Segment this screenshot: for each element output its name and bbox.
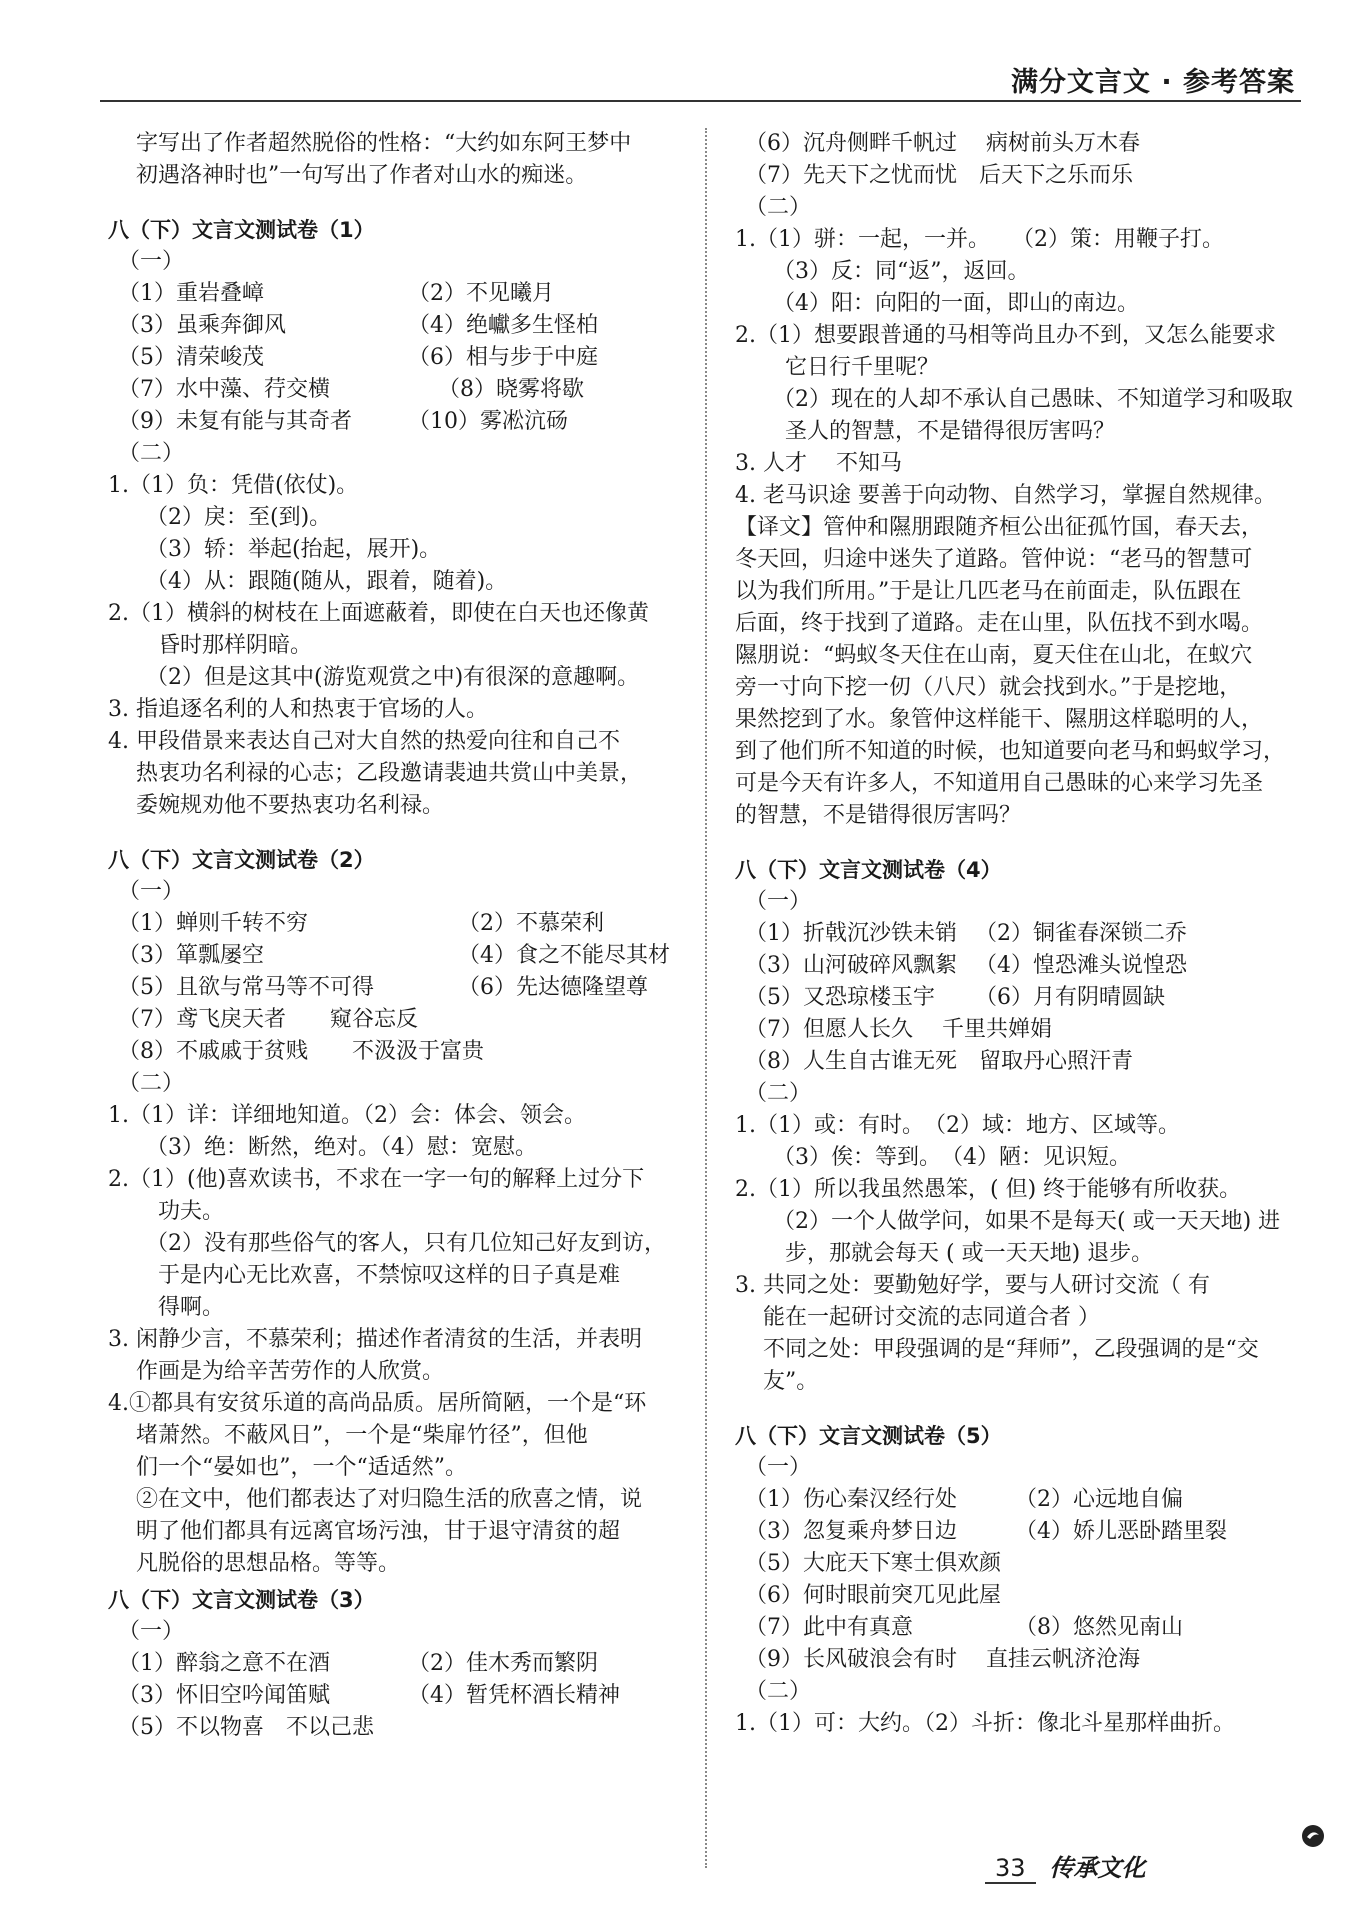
answer-line: （9）长风破浪会有时 直挂云帆济沧海 <box>745 1647 1140 1672</box>
answer-line: （4）阳：向阳的一面，即山的南边。 <box>773 291 1139 316</box>
answer-line: （6）沉舟侧畔千帆过 病树前头万木春 <box>745 131 1140 156</box>
answer-item: （2）心远地自偏 <box>1015 1487 1183 1512</box>
answer-line: （8）人生自古谁无死 留取丹心照汗青 <box>745 1049 1133 1074</box>
answer-line: （3）绝：断然，绝对。（4）慰：宽慰。 <box>146 1135 537 1160</box>
part-label: （一） <box>118 879 185 904</box>
answer-pair <box>108 972 678 1004</box>
answer-item: （6）月有阴晴圆缺 <box>975 985 1165 1010</box>
left-column <box>108 128 678 1744</box>
answer-line: （4）从：跟随(随从，跟着，随着)。 <box>146 569 508 594</box>
answer-pair <box>735 918 1300 950</box>
answer-line: （3）俟：等到。 （4）陋：见识短。 <box>773 1145 1131 1170</box>
answer-item: （1）伤心秦汉经行处 <box>745 1487 957 1512</box>
answer-item: （10）雾凇沆砀 <box>408 409 568 434</box>
answer-pair <box>108 342 678 374</box>
answer-line: 1.（1）可：大约。（2）斗折：像北斗星那样曲折。 <box>735 1711 1235 1736</box>
answer-pair <box>108 1680 678 1712</box>
translation-line: 旁一寸向下挖一仞（八尺）就会找到水。”于是挖地， <box>735 675 1242 700</box>
answer-line: （7）鸢飞戾天者 窥谷忘反 <box>118 1007 418 1032</box>
answer-item: （7）水中藻、荇交横 <box>118 377 330 402</box>
answer-item: （1）折戟沉沙铁未销 <box>745 921 957 946</box>
answer-line: （2）没有那些俗气的客人，只有几位知己好友到访， <box>146 1231 666 1256</box>
brand-name: 传承文化 <box>1049 1853 1146 1882</box>
page-number: 33 <box>985 1854 1036 1884</box>
answer-item: （3）虽乘奔御风 <box>118 313 286 338</box>
answer-line: 堵萧然。不蔽风日”，一个是“柴扉竹径”，但他 <box>136 1423 588 1448</box>
answer-item: （1）醉翁之意不在酒 <box>118 1651 330 1676</box>
answer-line: 步，那就会每天 ( 或一天天地) 退步。 <box>785 1241 1154 1266</box>
section-title-test-4: 八（下）文言文测试卷（4） <box>735 858 1002 882</box>
answer-line: （3）反：同“返”，返回。 <box>773 259 1030 284</box>
answer-line: 它日行千里呢？ <box>785 355 940 380</box>
page-footer <box>985 1848 1146 1884</box>
translation-line: 【译文】管仲和隰朋跟随齐桓公出征孤竹国，春天去， <box>735 515 1264 540</box>
answer-line: 4. 甲段借景来表达自己对大自然的热爱向往和自己不 <box>108 729 620 754</box>
answer-line: 1.（1）骈：一起，一并。 （2）策：用鞭子打。 <box>735 227 1224 252</box>
page-header-title: 满分文言文 · 参考答案 <box>1010 67 1295 98</box>
answer-line: 圣人的智慧，不是错得很厉害吗？ <box>785 419 1116 444</box>
answer-line: （2）但是这其中(游览观赏之中)有很深的意趣啊。 <box>146 665 640 690</box>
part-label: （二） <box>118 1071 185 1096</box>
answer-line: 3. 闲静少言，不慕荣利；描述作者清贫的生活，并表明 <box>108 1327 642 1352</box>
answer-line: 得啊。 <box>158 1295 225 1320</box>
answer-pair <box>735 982 1300 1014</box>
answer-item: （8）晓雾将歇 <box>438 377 584 402</box>
answer-item: （3）箪瓢屡空 <box>118 943 264 968</box>
answer-line: 能在一起研讨交流的志同道合者 ） <box>763 1305 1100 1330</box>
answer-line: 明了他们都具有远离官场污浊，甘于退守清贫的超 <box>136 1519 621 1544</box>
answer-line: 友”。 <box>763 1369 819 1394</box>
answer-pair <box>108 940 678 972</box>
answer-item: （2）不慕荣利 <box>458 911 604 936</box>
answer-line: 2.（1）想要跟普通的马相等尚且办不到，又怎么能要求 <box>735 323 1276 348</box>
answer-line: 功夫。 <box>158 1199 225 1224</box>
answer-item: （9）未复有能与其奇者 <box>118 409 352 434</box>
answer-item: （2）铜雀春深锁二乔 <box>975 921 1187 946</box>
answer-line: （3）轿：举起(抬起，展开)。 <box>146 537 442 562</box>
answer-pair <box>108 1648 678 1680</box>
answer-item: （8）悠然见南山 <box>1015 1615 1183 1640</box>
translation-line: 果然挖到了水。象管仲这样能干、隰朋这样聪明的人， <box>735 707 1264 732</box>
translation-line: 后面，终于找到了道路。走在山里，队伍找不到水喝。 <box>735 611 1264 636</box>
answer-line: （5）不以物喜 不以己悲 <box>118 1715 374 1740</box>
answer-item: （2）不见曦月 <box>408 281 554 306</box>
part-label: （二） <box>745 195 812 220</box>
answer-item: （1）蝉则千转不穷 <box>118 911 308 936</box>
answer-line: 2.（1）所以我虽然愚笨，( 但) 终于能够有所收获。 <box>735 1177 1242 1202</box>
answer-item: （6）先达德隆望尊 <box>458 975 648 1000</box>
intro-line: 初遇洛神时也”一句写出了作者对山水的痴迷。 <box>136 163 588 188</box>
translation-line: 到了他们所不知道的时候，也知道要向老马和蚂蚁学习， <box>735 739 1286 764</box>
translation-line: 以为我们所用。”于是让几匹老马在前面走，队伍跟在 <box>735 579 1242 604</box>
answer-pair <box>735 950 1300 982</box>
answer-line: （2）戾：至(到)。 <box>146 505 332 530</box>
section-title-test-5: 八（下）文言文测试卷（5） <box>735 1424 1002 1448</box>
answer-line: （7）先天下之忧而忧 后天下之乐而乐 <box>745 163 1133 188</box>
part-label: （一） <box>118 1619 185 1644</box>
translation-line: 冬天回，归途中迷失了道路。管仲说：“老马的智慧可 <box>735 547 1253 572</box>
answer-line: （2）现在的人却不承认自己愚昧、不知道学习和吸取 <box>773 387 1293 412</box>
answer-line: 3. 指追逐名利的人和热衷于官场的人。 <box>108 697 488 722</box>
answer-item: （3）忽复乘舟梦日边 <box>745 1519 957 1544</box>
answer-item: （3）山河破碎风飘絮 <box>745 953 957 978</box>
answer-item: （4）暂凭杯酒长精神 <box>408 1683 620 1708</box>
answer-line: 凡脱俗的思想品格。等等。 <box>136 1551 401 1576</box>
answer-line: 热衷功名利禄的心志；乙段邀请裴迪共赏山中美景， <box>136 761 643 786</box>
answer-line: （6）何时眼前突兀见此屋 <box>745 1583 1001 1608</box>
answer-item: （5）清荣峻茂 <box>118 345 264 370</box>
answer-item: （4）惶恐滩头说惶恐 <box>975 953 1187 978</box>
answer-item: （3）怀旧空吟闻笛赋 <box>118 1683 330 1708</box>
intro-line: 字写出了作者超然脱俗的性格：“大约如东阿王梦中 <box>136 131 632 156</box>
section-title-test-3: 八（下）文言文测试卷（3） <box>108 1588 375 1612</box>
section-title-test-2: 八（下）文言文测试卷（2） <box>108 848 375 872</box>
answer-line: （5）大庇天下寒士俱欢颜 <box>745 1551 1001 1576</box>
answer-pair <box>108 374 678 406</box>
answer-line: 3. 人才 不知马 <box>735 451 902 476</box>
answer-line: 4.①都具有安贫乐道的高尚品质。居所简陋，一个是“环 <box>108 1391 647 1416</box>
section-title-test-1: 八（下）文言文测试卷（1） <box>108 218 375 242</box>
answer-line: 4. 老马识途 要善于向动物、自然学习，掌握自然规律。 <box>735 483 1276 508</box>
answer-item: （4）食之不能尽其材 <box>458 943 670 968</box>
answer-pair <box>735 1484 1300 1516</box>
answer-line: 1.（1）或：有时。 （2）域：地方、区域等。 <box>735 1113 1180 1138</box>
answer-line: 1.（1）负：凭借(依仗)。 <box>108 473 359 498</box>
translation-line: 的智慧，不是错得很厉害吗？ <box>735 803 1022 828</box>
part-label: （一） <box>745 889 812 914</box>
column-divider <box>705 128 707 1868</box>
part-label: （一） <box>745 1455 812 1480</box>
answer-pair <box>735 1612 1300 1644</box>
answer-line: 昏时那样阴暗。 <box>158 633 313 658</box>
answer-line: 们一个“晏如也”，一个“适适然”。 <box>136 1455 467 1480</box>
answer-item: （2）佳木秀而繁阴 <box>408 1651 598 1676</box>
part-label: （一） <box>118 249 185 274</box>
answer-line: 不同之处：甲段强调的是“拜师”，乙段强调的是“交 <box>763 1337 1259 1362</box>
answer-item: （4）绝巘多生怪柏 <box>408 313 598 338</box>
brand-logo-icon <box>1300 1823 1326 1849</box>
right-column <box>735 128 1300 1740</box>
answer-line: 1.（1）详：详细地知道。（2）会：体会、领会。 <box>108 1103 586 1128</box>
part-label: （二） <box>118 441 185 466</box>
answer-line: 作画是为给辛苦劳作的人欣赏。 <box>136 1359 445 1384</box>
header-divider <box>100 100 1301 102</box>
answer-line: 委婉规劝他不要热衷功名利禄。 <box>136 793 445 818</box>
answer-line: （2）一个人做学问，如果不是每天( 或一天天地) 进 <box>773 1209 1281 1234</box>
answer-line: 3. 共同之处：要勤勉好学，要与人研讨交流（ 有 <box>735 1273 1210 1298</box>
answer-item: （5）且欲与常马等不可得 <box>118 975 374 1000</box>
part-label: （二） <box>745 1679 812 1704</box>
answer-pair <box>108 908 678 940</box>
answer-pair <box>735 1516 1300 1548</box>
answer-item: （6）相与步于中庭 <box>408 345 598 370</box>
answer-item: （5）又恐琼楼玉宇 <box>745 985 935 1010</box>
translation-line: 隰朋说：“蚂蚁冬天住在山南，夏天住在山北，在蚁穴 <box>735 643 1253 668</box>
answer-line: ②在文中，他们都表达了对归隐生活的欣喜之情，说 <box>136 1487 643 1512</box>
answer-item: （4）娇儿恶卧踏里裂 <box>1015 1519 1227 1544</box>
answer-item: （1）重岩叠嶂 <box>118 281 264 306</box>
answer-line: 2.（1）横斜的树枝在上面遮蔽着，即使在白天也还像黄 <box>108 601 649 626</box>
part-label: （二） <box>745 1081 812 1106</box>
translation-line: 可是今天有许多人，不知道用自己愚昧的心来学习先圣 <box>735 771 1264 796</box>
answer-pair <box>108 406 678 438</box>
answer-line: （8）不戚戚于贫贱 不汲汲于富贵 <box>118 1039 484 1064</box>
answer-pair <box>108 278 678 310</box>
answer-line: （7）但愿人长久 千里共婵娟 <box>745 1017 1052 1042</box>
answer-line: 于是内心无比欢喜，不禁惊叹这样的日子真是难 <box>158 1263 621 1288</box>
answer-pair <box>108 310 678 342</box>
answer-item: （7）此中有真意 <box>745 1615 913 1640</box>
answer-line: 2.（1）(他)喜欢读书，不求在一字一句的解释上过分下 <box>108 1167 645 1192</box>
